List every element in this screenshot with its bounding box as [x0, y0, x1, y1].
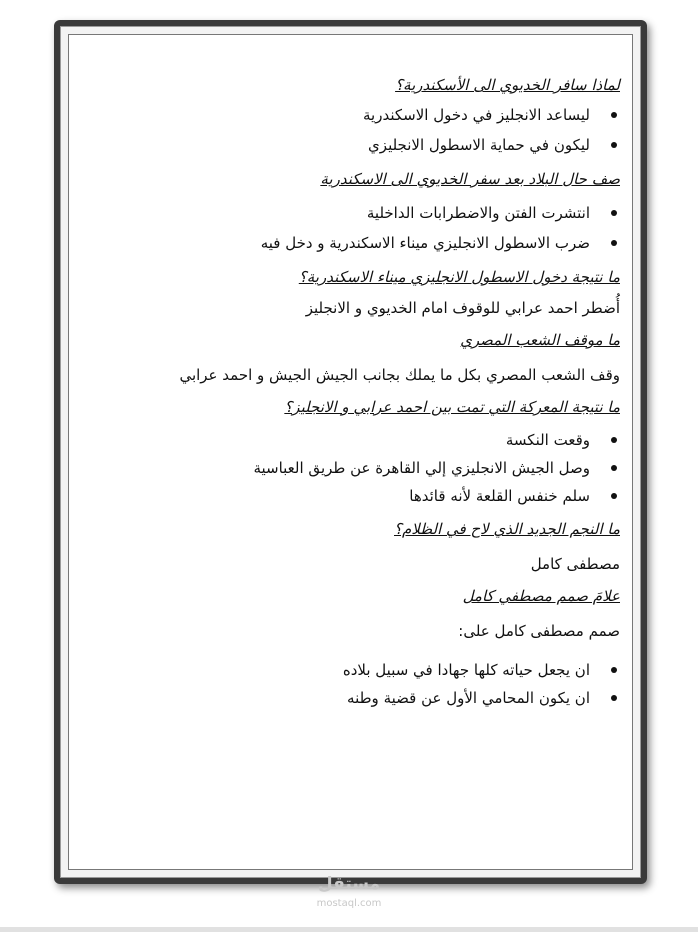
list-item: وقعت النكسة	[72, 426, 620, 454]
answer-list-1	[72, 100, 620, 160]
watermark-url: mostaql.com	[316, 898, 382, 909]
answer-7-intro: صمم مصطفى كامل على:	[458, 622, 620, 640]
question-3: ما نتيجة دخول الاسطول الانجليزي ميناء الاسكندرية؟	[298, 268, 620, 286]
list-item: ضرب الاسطول الانجليزي ميناء الاسكندرية و دخل فيه	[72, 228, 620, 258]
answer-list-7	[72, 656, 620, 712]
bottom-divider	[0, 927, 698, 932]
answer-6: مصطفى كامل	[530, 555, 620, 573]
question-6: ما النجم الجديد الذي لاح في الظلام؟	[394, 520, 620, 538]
list-item: ليكون في حماية الاسطول الانجليزي	[72, 130, 620, 160]
list-item: ان يجعل حياته كلها جهادا في سبيل بلاده	[72, 656, 620, 684]
list-item: ليساعد الانجليز في دخول الاسكندرية	[72, 100, 620, 130]
document-content	[72, 70, 620, 712]
list-item: وصل الجيش الانجليزي إلي القاهرة عن طريق العباسية	[72, 454, 620, 482]
question-5: ما نتيجة المعركة التي تمت بين احمد عرابي و الانجليز؟	[284, 398, 620, 416]
question-4: ما موقف الشعب المصري	[460, 331, 620, 349]
answer-3: أُضطر احمد عرابي للوقوف امام الخديوي و الانجليز	[305, 299, 620, 317]
list-item: انتشرت الفتن والاضطرابات الداخلية	[72, 198, 620, 228]
answer-list-5	[72, 426, 620, 510]
list-item: سلم خنفس القلعة لأنه قائدها	[72, 482, 620, 510]
watermark-logo: مستقل	[317, 874, 381, 894]
list-item: ان يكون المحامي الأول عن قضية وطنه	[72, 684, 620, 712]
answer-4: وقف الشعب المصري بكل ما يملك بجانب الجيش الجيش و احمد عرابي	[179, 366, 620, 384]
question-7: علامَ صمم مصطفي كامل	[462, 587, 620, 605]
question-1: لماذا سافر الخديوي الى الأسكندرية؟	[395, 76, 620, 94]
question-2: صف حال البلاد بعد سفر الخديوي الى الاسكندرية	[320, 170, 620, 188]
answer-list-2	[72, 198, 620, 258]
